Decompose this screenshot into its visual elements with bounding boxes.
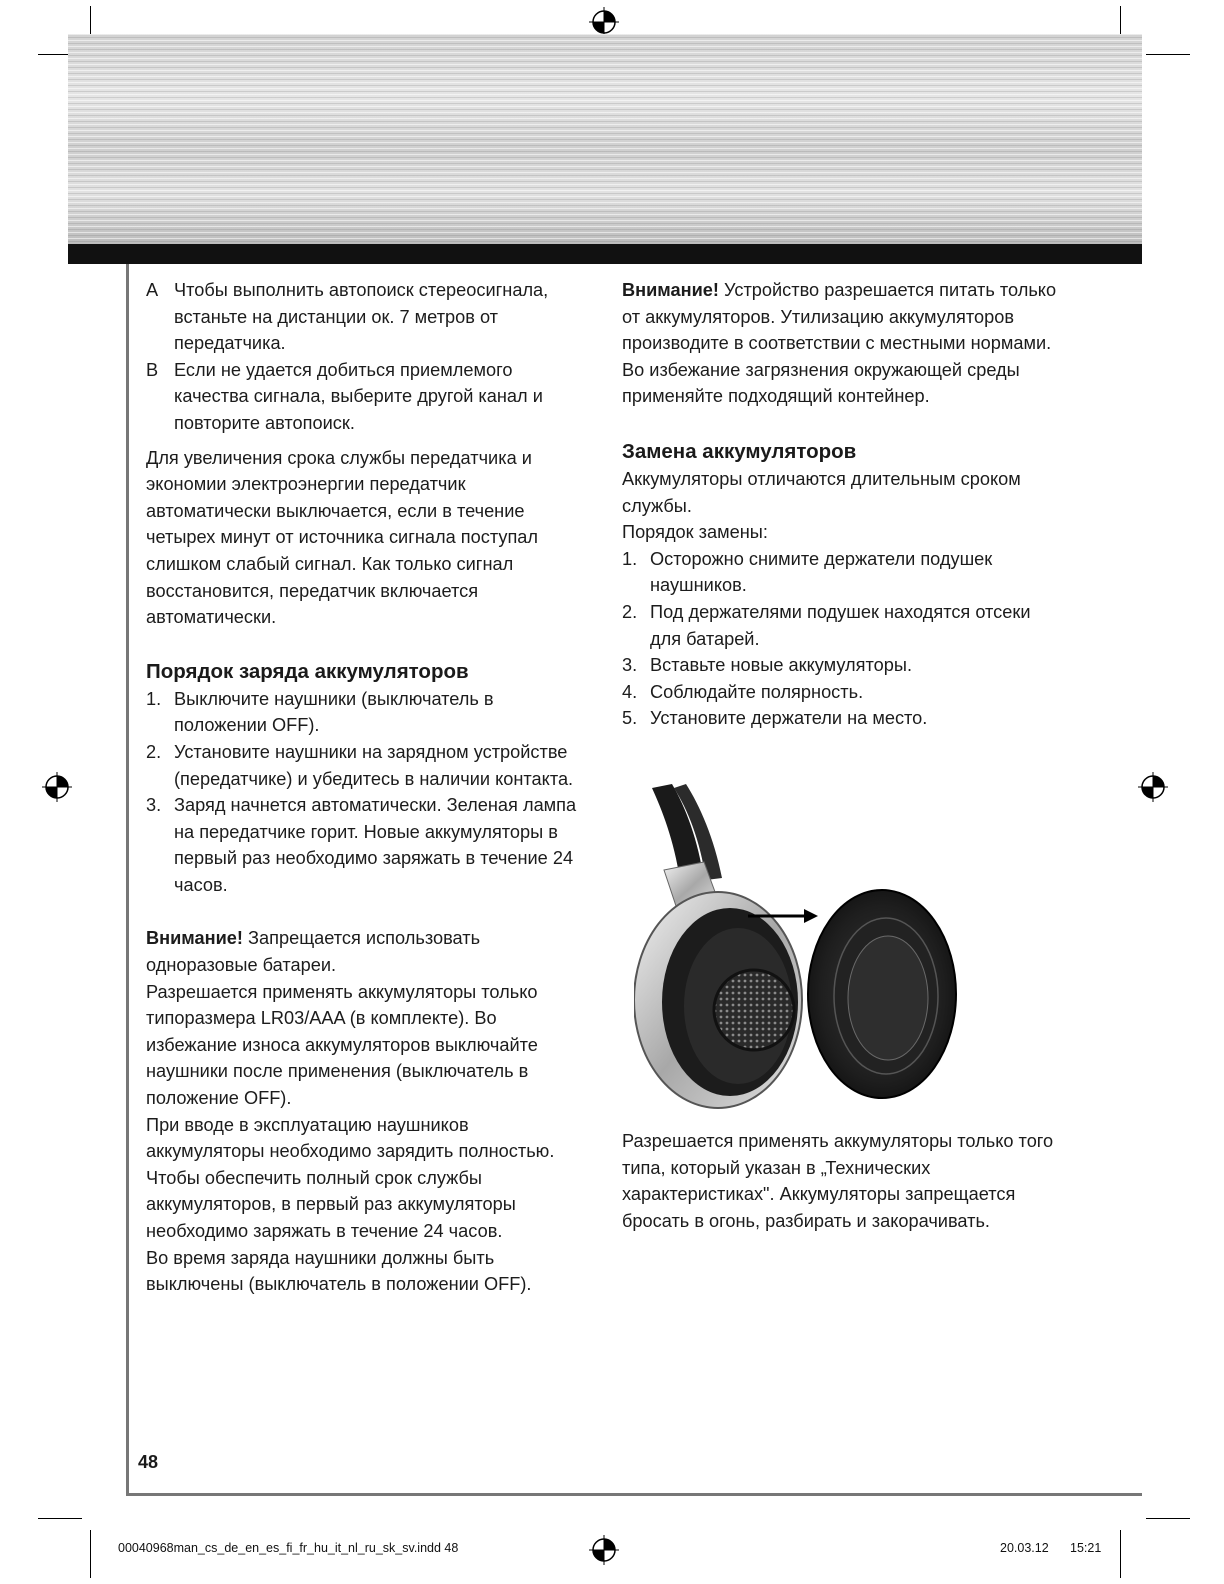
crop-mark — [90, 1530, 91, 1578]
crop-mark — [1146, 54, 1190, 55]
charging-step — [146, 792, 586, 898]
header-banner — [68, 34, 1142, 244]
allowed-paragraph: Разрешается применять аккумуляторы только типоразмера LR03/AAA (в комплекте). Во избежание износа аккумуляторов выключайте наушники после применения (выключатель в положение OFF). — [146, 981, 538, 1109]
right-closing — [622, 1128, 1062, 1234]
list-marker: B — [146, 359, 159, 380]
replace-heading: Замена аккумуляторов — [622, 439, 857, 463]
warning-text: Запрещается использовать одноразовые батареи. — [146, 928, 481, 976]
list-marker: 2. — [622, 601, 638, 622]
header-bar — [68, 244, 1142, 264]
list-item-text: Соблюдайте полярность. — [650, 681, 864, 702]
warning-label: Внимание! — [146, 928, 243, 949]
headphone-earpad-image — [634, 780, 1042, 1116]
warning-paragraph — [146, 925, 586, 978]
page-number: 48 — [138, 1452, 159, 1472]
crop-mark — [1120, 1530, 1121, 1578]
registration-mark-icon — [40, 770, 74, 804]
footer-filename: 00040968man_cs_de_en_es_fi_fr_hu_it_nl_ru_sk_sv.indd 48 — [118, 1541, 459, 1555]
charging-step — [146, 739, 586, 792]
bottom-rule — [126, 1493, 1142, 1496]
list-marker: 3. — [146, 795, 162, 816]
closing-paragraph: Разрешается применять аккумуляторы только того типа, который указан в „Технических характеристиках". Аккумуляторы запрещается бросать в огонь, разбирать и закорачивать. — [622, 1131, 1054, 1231]
list-item-text: Чтобы выполнить автопоиск стереосигнала, встаньте на дистанции ок. 7 метров от передатчика. — [174, 280, 549, 354]
list-item-a — [146, 277, 586, 357]
auto-off-paragraph: Для увеличения срока службы передатчика и экономии электроэнергии передатчик автоматически выключается, если в течение четырех минут от источника сигнала поступал слишком слабый сигнал. Как только сигнал восстановится, передатчик включается автоматически. — [146, 447, 539, 628]
replace-step — [622, 679, 1062, 706]
warning-paragraph — [622, 277, 1062, 410]
list-marker: 1. — [146, 688, 162, 709]
footer-time: 15:21 — [1070, 1541, 1102, 1555]
during-charge-paragraph: Во время заряда наушники должны быть выключены (выключатель в положении OFF). — [146, 1247, 532, 1295]
replace-step — [622, 599, 1062, 652]
replace-step — [622, 652, 1062, 679]
list-marker: 2. — [146, 741, 162, 762]
list-item-text: Установите наушники на зарядном устройстве (передатчике) и убедитесь в наличии контакта. — [174, 741, 574, 789]
warning-label: Внимание! — [622, 280, 719, 300]
replace-step — [622, 546, 1062, 599]
list-item-text: Выключите наушники (выключатель в положении OFF). — [174, 688, 494, 736]
left-rule — [126, 264, 129, 1496]
replace-step — [622, 705, 1062, 732]
first-use-paragraph: При вводе в эксплуатацию наушников аккумуляторы необходимо зарядить полностью. Чтобы обеспечить полный срок службы аккумуляторов, в первый раз аккумуляторы необходимо заряжать в течение 24 часов. — [146, 1114, 555, 1241]
list-item-text: Заряд начнется автоматически. Зеленая лампа на передатчике горит. Новые аккумуляторы в первый раз необходимо заряжать в течение 24 часов. — [174, 795, 577, 895]
left-column — [146, 277, 586, 1298]
warning-text: Устройство разрешается питать только от аккумуляторов. Утилизацию аккумуляторов производите в соответствии с местными нормами. Во избежание загрязнения окружающей среды применяйте подходящий контейнер. — [622, 280, 1057, 407]
right-column — [622, 277, 1062, 732]
list-item-b — [146, 357, 586, 437]
charging-heading: Порядок заряда аккумуляторов — [146, 659, 469, 683]
registration-mark-icon — [587, 1533, 621, 1567]
charging-step — [146, 686, 586, 739]
crop-mark — [1146, 1518, 1190, 1519]
list-marker: A — [146, 280, 159, 300]
footer-date: 20.03.12 — [1000, 1541, 1049, 1555]
replace-intro: Аккумуляторы отличаются длительным сроком службы. — [622, 468, 1021, 516]
list-item-text: Осторожно снимите держатели подушек наушников. — [650, 548, 993, 596]
list-marker: 4. — [622, 681, 638, 702]
registration-mark-icon — [1136, 770, 1170, 804]
list-item-text: Если не удается добиться приемлемого качества сигнала, выберите другой канал и повторите автопоиск. — [174, 359, 543, 433]
list-marker: 5. — [622, 708, 638, 729]
list-marker: 1. — [622, 548, 638, 569]
list-marker: 3. — [622, 655, 638, 676]
replace-order: Порядок замены: — [622, 522, 768, 543]
list-item-text: Вставьте новые аккумуляторы. — [650, 655, 913, 676]
list-item-text: Установите держатели на место. — [650, 708, 928, 729]
crop-mark — [38, 1518, 82, 1519]
list-item-text: Под держателями подушек находятся отсеки для батарей. — [650, 601, 1031, 649]
